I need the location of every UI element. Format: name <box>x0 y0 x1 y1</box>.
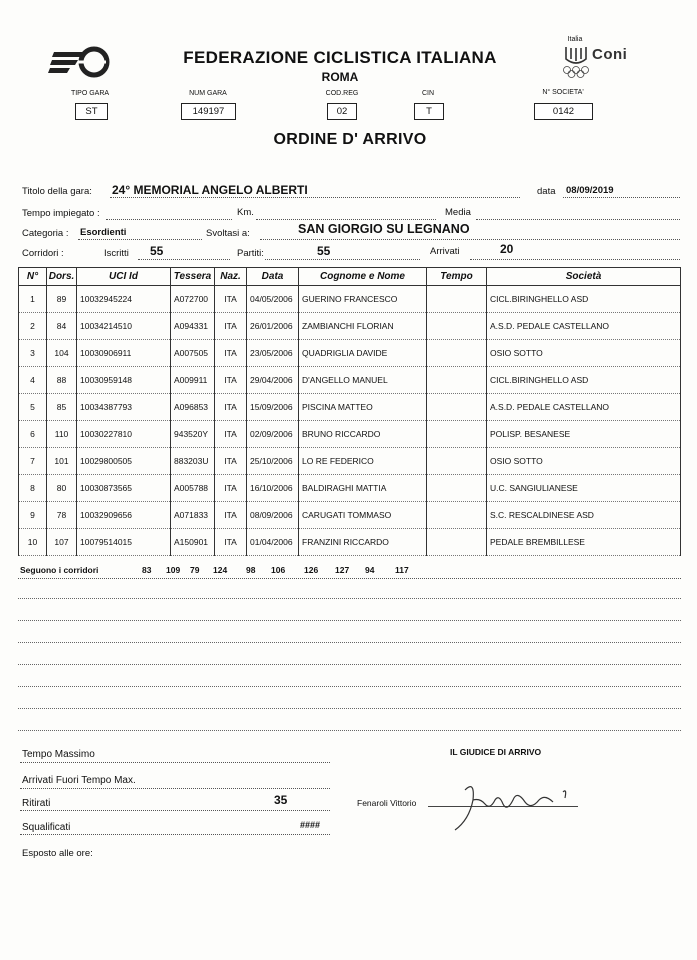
cell-dors: 78 <box>47 502 77 529</box>
table-row <box>19 448 681 475</box>
cell-n: 4 <box>19 367 47 394</box>
judge-name: Fenaroli Vittorio <box>357 798 417 808</box>
table-row <box>19 529 681 556</box>
cell-dors: 84 <box>47 313 77 340</box>
cell-n: 1 <box>19 286 47 313</box>
cell-societa: OSIO SOTTO <box>487 448 681 475</box>
col-header-tessera: Tessera <box>171 268 215 286</box>
tempo-massimo-label: Tempo Massimo <box>22 749 95 760</box>
federation-city: ROMA <box>321 70 359 84</box>
ritirati-label: Ritirati <box>22 798 51 809</box>
cell-tessera: A096853 <box>171 394 215 421</box>
squalificati-label: Squalificati <box>22 822 71 833</box>
cell-data: 15/09/2006 <box>247 394 299 421</box>
cell-uci: 10030873565 <box>77 475 171 502</box>
table-row <box>19 502 681 529</box>
cell-tempo <box>427 502 487 529</box>
cell-societa: CICL.BIRINGHELLO ASD <box>487 367 681 394</box>
num-societa-value: 0142 <box>534 103 593 120</box>
follower-number: 98 <box>246 565 256 575</box>
cell-uci: 10034387793 <box>77 394 171 421</box>
cell-data: 16/10/2006 <box>247 475 299 502</box>
follower-number: 124 <box>213 565 228 575</box>
tipo-gara-value: ST <box>75 103 108 120</box>
cin-value: T <box>414 103 444 120</box>
col-header-societa: Società <box>487 268 681 286</box>
cell-dors: 80 <box>47 475 77 502</box>
cell-n: 6 <box>19 421 47 448</box>
cell-nome: PISCINA MATTEO <box>299 394 427 421</box>
col-header-data: Data <box>247 268 299 286</box>
follower-number: 126 <box>304 565 319 575</box>
cell-nome: QUADRIGLIA DAVIDE <box>299 340 427 367</box>
cell-naz: ITA <box>215 340 247 367</box>
cell-uci: 10030906911 <box>77 340 171 367</box>
cell-uci: 10032945224 <box>77 286 171 313</box>
cell-n: 9 <box>19 502 47 529</box>
num-societa-label: N° SOCIETA' <box>542 89 584 96</box>
cell-n: 5 <box>19 394 47 421</box>
num-gara-label: NUM GARA <box>189 90 227 97</box>
cell-tempo <box>427 529 487 556</box>
cell-n: 8 <box>19 475 47 502</box>
follower-number: 79 <box>190 565 200 575</box>
partiti-label: Partiti: <box>237 248 264 259</box>
cell-societa: S.C. RESCALDINESE ASD <box>487 502 681 529</box>
cell-tempo <box>427 421 487 448</box>
cell-tempo <box>427 340 487 367</box>
cell-naz: ITA <box>215 529 247 556</box>
cell-tessera: A094331 <box>171 313 215 340</box>
cell-tempo <box>427 448 487 475</box>
km-label: Km. <box>237 207 254 218</box>
cell-data: 29/04/2006 <box>247 367 299 394</box>
cell-nome: D'ANGELLO MANUEL <box>299 367 427 394</box>
cell-societa: CICL.BIRINGHELLO ASD <box>487 286 681 313</box>
results-table <box>18 267 681 556</box>
cod-reg-label: COD.REG <box>325 90 359 97</box>
cell-nome: BALDIRAGHI MATTIA <box>299 475 427 502</box>
cell-nome: GUERINO FRANCESCO <box>299 286 427 313</box>
cell-n: 3 <box>19 340 47 367</box>
cell-nome: CARUGATI TOMMASO <box>299 502 427 529</box>
table-row <box>19 313 681 340</box>
cell-tessera: A072700 <box>171 286 215 313</box>
table-row <box>19 421 681 448</box>
category-value: Esordienti <box>80 227 127 238</box>
num-gara-value: 149197 <box>181 103 236 120</box>
cell-tempo <box>427 475 487 502</box>
cell-dors: 101 <box>47 448 77 475</box>
table-row <box>19 286 681 313</box>
table-row <box>19 475 681 502</box>
race-date-label: data <box>537 186 556 197</box>
judge-title: IL GIUDICE DI ARRIVO <box>450 747 542 757</box>
fuori-tempo-label: Arrivati Fuori Tempo Max. <box>22 775 136 786</box>
cell-uci: 10032909656 <box>77 502 171 529</box>
cin-label: CIN <box>421 90 435 97</box>
place-value: SAN GIORGIO SU LEGNANO <box>298 222 470 236</box>
cell-uci: 10029800505 <box>77 448 171 475</box>
cell-data: 01/04/2006 <box>247 529 299 556</box>
table-row <box>19 367 681 394</box>
cell-nome: BRUNO RICCARDO <box>299 421 427 448</box>
riders-label: Corridori : <box>22 248 64 259</box>
esposto-label: Esposto alle ore: <box>22 848 93 859</box>
follower-number: 83 <box>142 565 152 575</box>
cell-n: 2 <box>19 313 47 340</box>
cell-societa: U.C. SANGIULIANESE <box>487 475 681 502</box>
cell-dors: 110 <box>47 421 77 448</box>
coni-emblem-icon <box>563 45 589 67</box>
cell-naz: ITA <box>215 448 247 475</box>
cell-nome: ZAMBIANCHI FLORIAN <box>299 313 427 340</box>
cell-tessera: A005788 <box>171 475 215 502</box>
follower-number: 127 <box>335 565 350 575</box>
cell-n: 7 <box>19 448 47 475</box>
followers-label: Seguono i corridori <box>20 565 99 575</box>
cell-uci: 10030227810 <box>77 421 171 448</box>
judge-signature-icon <box>435 770 585 840</box>
cell-dors: 107 <box>47 529 77 556</box>
category-label: Categoria : <box>22 228 69 239</box>
arrivati-label: Arrivati <box>430 246 460 257</box>
cell-dors: 104 <box>47 340 77 367</box>
follower-number: 94 <box>365 565 375 575</box>
cell-tempo <box>427 286 487 313</box>
col-header-naz: Naz. <box>215 268 247 286</box>
federation-title: FEDERAZIONE CICLISTICA ITALIANA <box>183 48 497 67</box>
follower-number: 109 <box>166 565 181 575</box>
col-header-n: N° <box>19 268 47 286</box>
cell-societa: A.S.D. PEDALE CASTELLANO <box>487 394 681 421</box>
cod-reg-value: 02 <box>327 103 357 120</box>
time-label: Tempo impiegato : <box>22 208 100 219</box>
cell-tempo <box>427 313 487 340</box>
arrivati-value: 20 <box>500 242 514 256</box>
fci-logo-icon <box>48 44 110 78</box>
cell-dors: 89 <box>47 286 77 313</box>
cell-societa: POLISP. BESANESE <box>487 421 681 448</box>
coni-logo-text: Coni <box>592 46 628 63</box>
cell-data: 23/05/2006 <box>247 340 299 367</box>
cell-data: 02/09/2006 <box>247 421 299 448</box>
cell-nome: FRANZINI RICCARDO <box>299 529 427 556</box>
cell-data: 04/05/2006 <box>247 286 299 313</box>
cell-uci: 10030959148 <box>77 367 171 394</box>
col-header-dors: Dors. <box>47 268 77 286</box>
iscritti-label: Iscritti <box>104 248 129 259</box>
cell-naz: ITA <box>215 313 247 340</box>
cell-data: 25/10/2006 <box>247 448 299 475</box>
table-row <box>19 394 681 421</box>
cell-uci: 10034214510 <box>77 313 171 340</box>
squalificati-value: #### <box>300 820 321 830</box>
olympic-rings-icon <box>562 66 590 78</box>
cell-tempo <box>427 367 487 394</box>
cell-tessera: 883203U <box>171 448 215 475</box>
cell-tessera: A071833 <box>171 502 215 529</box>
col-header-tempo: Tempo <box>427 268 487 286</box>
col-header-nome: Cognome e Nome <box>299 268 427 286</box>
cell-societa: A.S.D. PEDALE CASTELLANO <box>487 313 681 340</box>
page-heading: ORDINE D' ARRIVO <box>273 131 427 148</box>
coni-italia-text: Italia <box>567 36 583 43</box>
cell-n: 10 <box>19 529 47 556</box>
cell-dors: 88 <box>47 367 77 394</box>
cell-tessera: A009911 <box>171 367 215 394</box>
cell-data: 26/01/2006 <box>247 313 299 340</box>
ritirati-value: 35 <box>274 793 288 807</box>
cell-naz: ITA <box>215 286 247 313</box>
iscritti-value: 55 <box>150 244 164 258</box>
cell-naz: ITA <box>215 502 247 529</box>
race-date-value: 08/09/2019 <box>566 185 614 196</box>
cell-naz: ITA <box>215 475 247 502</box>
follower-number: 117 <box>395 565 409 575</box>
follower-number: 106 <box>271 565 286 575</box>
cell-tempo <box>427 394 487 421</box>
cell-data: 08/09/2006 <box>247 502 299 529</box>
cell-societa: OSIO SOTTO <box>487 340 681 367</box>
cell-societa: PEDALE BREMBILLESE <box>487 529 681 556</box>
cell-uci: 10079514015 <box>77 529 171 556</box>
tipo-gara-label: TIPO GARA <box>70 90 110 97</box>
race-title-label: Titolo della gara: <box>22 186 92 197</box>
cell-naz: ITA <box>215 394 247 421</box>
cell-naz: ITA <box>215 367 247 394</box>
cell-dors: 85 <box>47 394 77 421</box>
race-title-value: 24° MEMORIAL ANGELO ALBERTI <box>112 183 308 197</box>
partiti-value: 55 <box>317 244 331 258</box>
cell-naz: ITA <box>215 421 247 448</box>
table-row <box>19 340 681 367</box>
place-label: Svoltasi a: <box>206 228 250 239</box>
cell-tessera: A150901 <box>171 529 215 556</box>
cell-nome: LO RE FEDERICO <box>299 448 427 475</box>
media-label: Media <box>445 207 471 218</box>
cell-tessera: A007505 <box>171 340 215 367</box>
col-header-uci: UCI Id <box>77 268 171 286</box>
cell-tessera: 943520Y <box>171 421 215 448</box>
